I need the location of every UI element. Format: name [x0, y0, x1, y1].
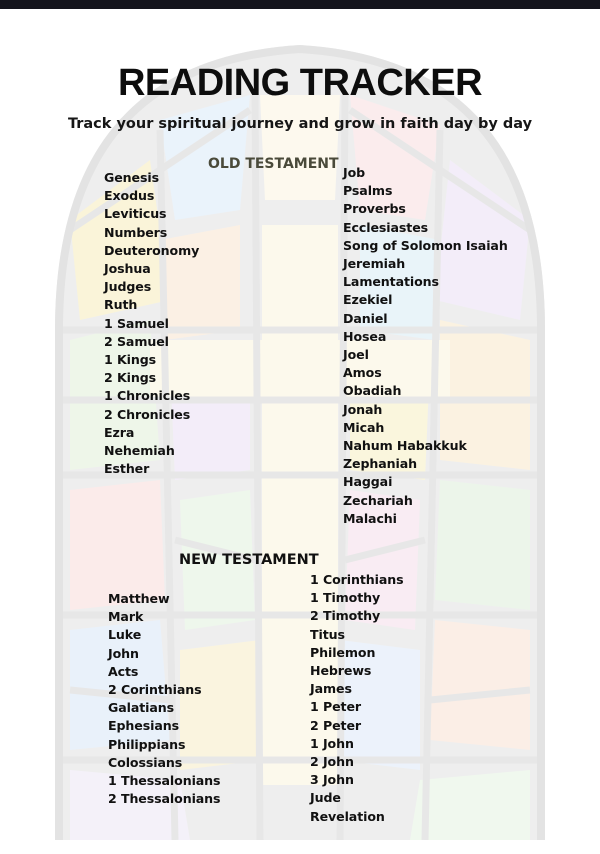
list-item: Obadiah [343, 383, 402, 399]
list-item: 2 Timothy [310, 608, 381, 624]
list-item: James [310, 681, 352, 697]
list-item: 1 Chronicles [104, 388, 191, 404]
list-item: Haggai [343, 474, 393, 490]
list-item: Luke [108, 627, 142, 643]
list-item: Leviticus [104, 206, 167, 222]
list-item: Psalms [343, 183, 393, 199]
list-item: Numbers [104, 224, 168, 240]
list-item: 1 Samuel [104, 315, 169, 331]
list-item: 2 John [310, 754, 354, 770]
list-item: Deuteronomy [104, 242, 200, 258]
list-item: Song of Solomon Isaiah [343, 237, 508, 253]
list-item: Philemon [310, 644, 376, 660]
list-item: 2 Samuel [104, 333, 169, 349]
list-item: Daniel [343, 310, 388, 326]
list-item: 2 Corinthians [108, 682, 202, 698]
list-item: John [108, 645, 139, 661]
list-item: Amos [343, 365, 382, 381]
list-item: 1 Thessalonians [108, 773, 221, 789]
list-item: Jude [310, 790, 341, 806]
old-testament-heading: OLD TESTAMENT [208, 156, 339, 172]
old-testament-right-list [343, 164, 508, 528]
list-item: Nehemiah [104, 443, 175, 459]
list-item: Titus [310, 626, 345, 642]
list-item: Proverbs [343, 201, 406, 217]
list-item: Ecclesiastes [343, 219, 429, 235]
list-item: Jonah [343, 401, 383, 417]
list-item: Ezra [104, 424, 135, 440]
list-item: Acts [108, 663, 139, 679]
list-item: 2 Peter [310, 717, 361, 733]
list-item: Hosea [343, 328, 387, 344]
list-item: Revelation [310, 808, 385, 824]
new-testament-left-list [108, 590, 220, 808]
list-item: 2 Kings [104, 370, 156, 386]
list-item: Joel [343, 347, 369, 363]
list-item: Philippians [108, 736, 186, 752]
list-item: Malachi [343, 510, 397, 526]
page-title: READING TRACKER [117, 62, 483, 104]
list-item: Judges [104, 279, 152, 295]
list-item: Mark [108, 609, 144, 625]
list-item: 2 Thessalonians [108, 791, 221, 807]
list-item: Job [343, 165, 366, 180]
list-item: 1 John [310, 735, 354, 751]
list-item: Esther [104, 461, 150, 477]
list-item: Micah [343, 419, 385, 435]
list-item: Zephaniah [343, 456, 417, 472]
list-item: Zechariah [343, 492, 413, 508]
list-item: Ezekiel [343, 292, 393, 308]
list-item: Ruth [104, 297, 138, 313]
list-item: Hebrews [310, 663, 372, 679]
list-item: Matthew [108, 591, 170, 606]
list-item: 1 Peter [310, 699, 361, 715]
list-item: 3 John [310, 772, 354, 788]
list-item: 1 Timothy [310, 590, 381, 606]
list-item: Galatians [108, 700, 175, 716]
list-item: 2 Chronicles [104, 406, 191, 422]
list-item: Genesis [104, 170, 159, 185]
list-item: Joshua [104, 261, 151, 277]
list-item: Lamentations [343, 274, 439, 290]
list-item: Colossians [108, 754, 183, 770]
list-item: Jeremiah [343, 256, 406, 272]
new-testament-heading: NEW TESTAMENT [179, 552, 319, 568]
list-item: 1 Corinthians [310, 572, 404, 587]
list-item: 1 Kings [104, 352, 156, 368]
page-subtitle: Track your spiritual journey and grow in faith day by day [67, 116, 533, 132]
new-testament-right-list [310, 571, 404, 826]
list-item: Nahum Habakkuk [343, 438, 467, 454]
old-testament-left-list [104, 169, 199, 478]
list-item: Ephesians [108, 718, 179, 734]
list-item: Exodus [104, 188, 155, 204]
